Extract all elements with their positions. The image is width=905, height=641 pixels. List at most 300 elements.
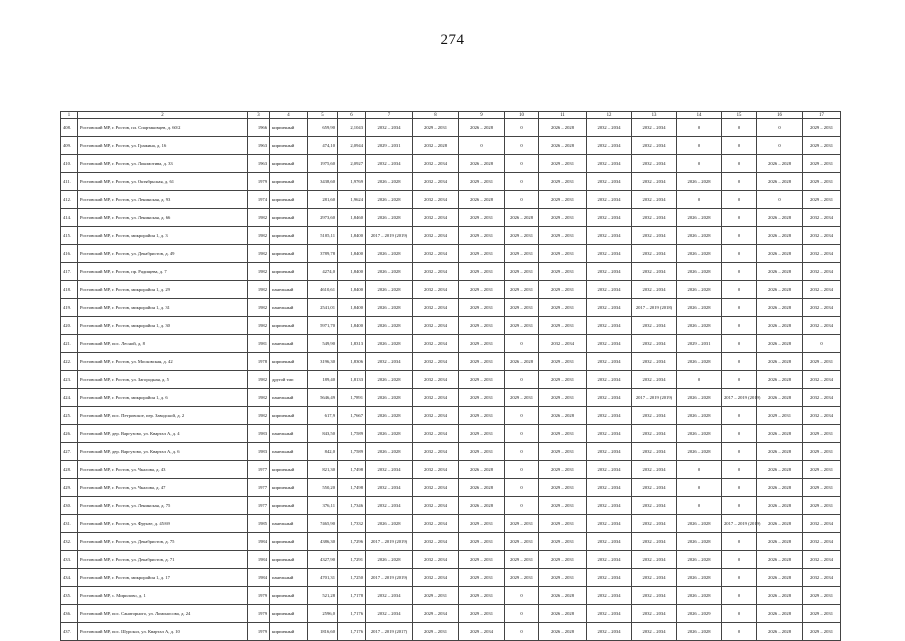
- table-cell: 0: [505, 623, 539, 641]
- table-cell: 2026 – 2028: [677, 533, 722, 551]
- table-cell: 2032 – 2034: [413, 443, 459, 461]
- table-cell: 2026 – 2028: [459, 155, 505, 173]
- column-header: 2: [78, 112, 248, 119]
- table-cell: 2026 – 2028: [366, 263, 413, 281]
- table-cell: 1,8400: [338, 245, 366, 263]
- table-cell: 2026 – 2028: [677, 209, 722, 227]
- table-cell: 1977: [248, 479, 270, 497]
- table-cell: 1974: [248, 191, 270, 209]
- table-cell: 1,8460: [338, 209, 366, 227]
- table-cell: 2029 – 2031: [505, 515, 539, 533]
- table-cell: 2017 – 2019 (2019): [366, 569, 413, 587]
- column-header: 1: [61, 112, 78, 119]
- table-cell: 2029 – 2031: [803, 353, 841, 371]
- table-cell: 2029 – 2031: [539, 263, 587, 281]
- table-cell: 4327,90: [308, 551, 338, 569]
- table-cell: 0: [722, 227, 757, 245]
- table-cell: панельный: [270, 425, 308, 443]
- table-cell: Ростовский МР, пос. Шурскол, ул. Квартал А, д. 10: [78, 623, 248, 641]
- table-cell: 2029 – 2031: [413, 587, 459, 605]
- table-cell: 2026 – 2028: [366, 389, 413, 407]
- table-cell: 1985: [248, 515, 270, 533]
- table-cell: 2032 – 2034: [587, 119, 632, 137]
- table-cell: 408.: [61, 119, 78, 137]
- table-cell: 1963: [248, 155, 270, 173]
- table-cell: 842,0: [308, 443, 338, 461]
- table-cell: Ростовский МР, г. Ростов, ул. Гражина, д. 16: [78, 137, 248, 155]
- table-cell: 431.: [61, 515, 78, 533]
- table-cell: Ростовский МР, г. Ростов, ул. Локомотива, д. 33: [78, 155, 248, 173]
- table-cell: 3438,60: [308, 173, 338, 191]
- table-cell: Ростовский МР, г. Ростов, ул. Декабристов, д. 75: [78, 533, 248, 551]
- table-cell: 2029 – 2031: [539, 353, 587, 371]
- table-cell: 2026 – 2028: [757, 389, 803, 407]
- table-cell: 2029 – 2031: [539, 209, 587, 227]
- table-cell: 0: [722, 191, 757, 209]
- table-cell: 2026 – 2028: [459, 191, 505, 209]
- table-cell: 2032 – 2034: [632, 425, 677, 443]
- table-cell: 2032 – 2034: [803, 407, 841, 425]
- table-cell: 2026 – 2028: [366, 515, 413, 533]
- table-cell: 821,30: [308, 461, 338, 479]
- table-cell: 2032 – 2034: [413, 533, 459, 551]
- table-cell: 2032 – 2034: [413, 461, 459, 479]
- column-header: 3: [248, 112, 270, 119]
- table-cell: 0: [722, 317, 757, 335]
- table-cell: 0: [505, 479, 539, 497]
- table-cell: 2029 – 2031: [459, 515, 505, 533]
- table-cell: 2032 – 2034: [587, 623, 632, 641]
- table-cell: 2032 – 2034: [803, 371, 841, 389]
- table-cell: 2032 – 2034: [632, 173, 677, 191]
- table-cell: 2032 – 2034: [587, 137, 632, 155]
- table-cell: 1984: [248, 551, 270, 569]
- table-cell: 1,7346: [338, 497, 366, 515]
- column-header: 13: [632, 112, 677, 119]
- table-cell: панельный: [270, 335, 308, 353]
- table-cell: 2026 – 2028: [757, 317, 803, 335]
- table-cell: 1983: [248, 443, 270, 461]
- table-cell: 417.: [61, 263, 78, 281]
- table-cell: 2029 – 2031: [459, 533, 505, 551]
- table-cell: 1982: [248, 281, 270, 299]
- table-cell: 2029 – 2031: [539, 479, 587, 497]
- table-cell: 433.: [61, 551, 78, 569]
- table-cell: 2026 – 2028: [677, 281, 722, 299]
- table-cell: 2,0944: [338, 137, 366, 155]
- table-cell: 2032 – 2034: [413, 371, 459, 389]
- table-cell: 0: [722, 281, 757, 299]
- table-cell: 1,7250: [338, 569, 366, 587]
- table-cell: 1,7296: [338, 533, 366, 551]
- table-cell: кирпичный: [270, 209, 308, 227]
- table-cell: 2032 – 2034: [366, 497, 413, 515]
- table-cell: Ростовский МР, г. Ростов, ул. Московская, д. 42: [78, 353, 248, 371]
- table-cell: 0: [505, 605, 539, 623]
- table-cell: 416.: [61, 245, 78, 263]
- table-cell: 2026 – 2028: [459, 497, 505, 515]
- table-cell: 2032 – 2034: [413, 281, 459, 299]
- table-row: [61, 353, 841, 371]
- table-cell: 2026 – 2028: [677, 569, 722, 587]
- table-cell: 2032 – 2034: [803, 551, 841, 569]
- table-cell: 2026 – 2028: [677, 389, 722, 407]
- table-cell: 2029 – 2031: [459, 443, 505, 461]
- table-cell: 2032 – 2034: [632, 281, 677, 299]
- table-cell: 412.: [61, 191, 78, 209]
- table-cell: 2029 – 2031: [366, 137, 413, 155]
- table-cell: 7465,90: [308, 515, 338, 533]
- table-cell: 2026 – 2028: [539, 137, 587, 155]
- table-cell: Ростовский МР, г. Ростов, микрорайон 1, д. 6: [78, 389, 248, 407]
- table-cell: кирпичный: [270, 263, 308, 281]
- table-cell: 426.: [61, 425, 78, 443]
- table-cell: 0: [722, 119, 757, 137]
- table-cell: 2026 – 2028: [366, 245, 413, 263]
- table-cell: 2029 – 2031: [539, 191, 587, 209]
- table-cell: 2032 – 2034: [803, 209, 841, 227]
- table-cell: 2026 – 2028: [677, 515, 722, 533]
- table-cell: 4274,0: [308, 263, 338, 281]
- table-cell: 2032 – 2034: [587, 407, 632, 425]
- table-cell: Ростовский МР, г. Ростов, микрорайон 1, д. 3: [78, 227, 248, 245]
- table-cell: 1816,60: [308, 623, 338, 641]
- table-cell: 2032 – 2034: [632, 335, 677, 353]
- table-cell: 0: [722, 425, 757, 443]
- table-cell: 2017 – 2019 (2019): [366, 227, 413, 245]
- table-row: [61, 515, 841, 533]
- table-cell: 2026 – 2028: [757, 461, 803, 479]
- table-cell: 421.: [61, 335, 78, 353]
- table-cell: 2032 – 2034: [632, 263, 677, 281]
- table-cell: 2026 – 2028: [757, 623, 803, 641]
- table-cell: 2029 – 2031: [459, 245, 505, 263]
- table-cell: 2032 – 2034: [587, 281, 632, 299]
- table-cell: 0: [722, 173, 757, 191]
- table-cell: 2026 – 2028: [677, 245, 722, 263]
- table-cell: 2032 – 2034: [413, 227, 459, 245]
- table-cell: Ростовский МР, г. Ростов, ул. Ленинская, д. 93: [78, 191, 248, 209]
- table-cell: 2026 – 2028: [677, 407, 722, 425]
- table-cell: 659,90: [308, 119, 338, 137]
- table-cell: 2029 – 2031: [459, 335, 505, 353]
- table-cell: 2029 – 2031: [459, 317, 505, 335]
- table-cell: кирпичный: [270, 353, 308, 371]
- table-cell: Ростовский МР, г. Ростов, микрорайон 1, д. 30: [78, 317, 248, 335]
- table-row: [61, 587, 841, 605]
- table-row: [61, 479, 841, 497]
- table-cell: 0: [722, 155, 757, 173]
- table-cell: 2026 – 2028: [677, 443, 722, 461]
- table-cell: 2029 – 2031: [803, 497, 841, 515]
- table-cell: 1,7589: [338, 443, 366, 461]
- table-cell: 2032 – 2034: [632, 515, 677, 533]
- table-cell: 2032 – 2034: [413, 497, 459, 515]
- table-cell: 1,8400: [338, 299, 366, 317]
- table-cell: 2032 – 2034: [587, 209, 632, 227]
- table-cell: 2032 – 2034: [803, 533, 841, 551]
- table-cell: 2029 – 2031: [539, 533, 587, 551]
- table-cell: 437.: [61, 623, 78, 641]
- table-cell: 432.: [61, 533, 78, 551]
- table-cell: 0: [722, 335, 757, 353]
- table-cell: 2026 – 2028: [459, 119, 505, 137]
- table-cell: 2029 – 2031: [459, 209, 505, 227]
- table-cell: 2029 – 2031: [505, 533, 539, 551]
- table-cell: 376,11: [308, 497, 338, 515]
- table-cell: кирпичный: [270, 497, 308, 515]
- table-cell: 2029 – 2034: [459, 623, 505, 641]
- table-cell: панельный: [270, 389, 308, 407]
- table-cell: 0: [722, 263, 757, 281]
- table-row: [61, 497, 841, 515]
- table-cell: 420.: [61, 317, 78, 335]
- table-cell: 2032 – 2034: [632, 587, 677, 605]
- table-cell: 0: [505, 371, 539, 389]
- table-cell: кирпичный: [270, 137, 308, 155]
- table-cell: 2032 – 2034: [413, 551, 459, 569]
- table-row: [61, 551, 841, 569]
- table-cell: 2032 – 2034: [632, 479, 677, 497]
- table-cell: 1982: [248, 317, 270, 335]
- table-cell: 2026 – 2028: [505, 209, 539, 227]
- table-cell: 2032 – 2034: [413, 515, 459, 533]
- table-cell: 1982: [248, 407, 270, 425]
- table-cell: 2032 – 2034: [413, 389, 459, 407]
- table-cell: Ростовский МР, г. Ростов, ул. Декабристов, д. 71: [78, 551, 248, 569]
- table-cell: 0: [757, 191, 803, 209]
- table-cell: 415.: [61, 227, 78, 245]
- table-row: [61, 191, 841, 209]
- table-cell: 2032 – 2034: [632, 533, 677, 551]
- table-cell: Ростовский МР, дер. Варгузово, ул. Квартал А, д. 4: [78, 425, 248, 443]
- table-cell: 2032 – 2034: [587, 245, 632, 263]
- table-cell: 2032 – 2028: [413, 137, 459, 155]
- table-cell: 0: [722, 497, 757, 515]
- table-row: [61, 119, 841, 137]
- table-cell: 2026 – 2028: [366, 425, 413, 443]
- table-cell: 0: [722, 461, 757, 479]
- table-cell: 2032 – 2034: [413, 317, 459, 335]
- table-cell: 2032 – 2034: [632, 317, 677, 335]
- table-cell: 1977: [248, 497, 270, 515]
- table-cell: 2032 – 2034: [413, 299, 459, 317]
- table-cell: 1,9769: [338, 173, 366, 191]
- table-cell: Ростовский МР, г. Ростов, ул. Чкалова, д. 47: [78, 479, 248, 497]
- table-cell: 2029 – 2031: [459, 263, 505, 281]
- table-cell: 2029 – 2031: [505, 569, 539, 587]
- table-cell: 5971,70: [308, 317, 338, 335]
- table-cell: кирпичный: [270, 533, 308, 551]
- table-cell: 2029 – 2031: [539, 281, 587, 299]
- column-header: 15: [722, 112, 757, 119]
- table-cell: 2032 – 2034: [803, 515, 841, 533]
- table-cell: Ростовский МР, г. Ростов, ул. Фрунзе, д. 45/69: [78, 515, 248, 533]
- table-cell: 2029 – 2031: [803, 443, 841, 461]
- table-cell: 2029 – 2031: [539, 173, 587, 191]
- table-row: [61, 533, 841, 551]
- table-cell: 2032 – 2034: [632, 371, 677, 389]
- table-row: [61, 623, 841, 641]
- table-cell: 414.: [61, 209, 78, 227]
- table-row: [61, 569, 841, 587]
- table-cell: 2029 – 2031: [459, 227, 505, 245]
- table-cell: Ростовский МР, г. Ростов, пр. Радищева, д. 7: [78, 263, 248, 281]
- table-cell: 1,7291: [338, 551, 366, 569]
- table-cell: 2032 – 2034: [803, 317, 841, 335]
- table-cell: 2026 – 2028: [539, 407, 587, 425]
- table-cell: 2973,60: [308, 209, 338, 227]
- table-cell: 2032 – 2034: [803, 299, 841, 317]
- column-header: 17: [803, 112, 841, 119]
- table-cell: 0: [505, 155, 539, 173]
- column-header: 5: [308, 112, 338, 119]
- table-cell: 2029 – 2031: [459, 353, 505, 371]
- table-cell: 2026 – 2028: [757, 443, 803, 461]
- table-cell: 2029 – 2031: [505, 389, 539, 407]
- table-cell: Ростовский МР, пос. Лесной, д. 8: [78, 335, 248, 353]
- table-cell: 2017 – 2019 (2017): [366, 623, 413, 641]
- table-cell: 0: [722, 299, 757, 317]
- column-header: 8: [413, 112, 459, 119]
- table-cell: 2032 – 2034: [413, 353, 459, 371]
- table-cell: панельный: [270, 515, 308, 533]
- table-cell: 2032 – 2034: [413, 569, 459, 587]
- table-row: [61, 281, 841, 299]
- table-cell: 0: [757, 119, 803, 137]
- table-cell: 2029 – 2031: [505, 551, 539, 569]
- table-cell: 2029 – 2031: [505, 281, 539, 299]
- table-row: [61, 371, 841, 389]
- table-cell: 1,8400: [338, 281, 366, 299]
- table-cell: 2026 – 2028: [366, 209, 413, 227]
- page-number: 274: [440, 32, 465, 48]
- column-header: 14: [677, 112, 722, 119]
- table-row: [61, 461, 841, 479]
- table-cell: 2017 – 2019 (2018): [632, 299, 677, 317]
- table-cell: кирпичный: [270, 605, 308, 623]
- table-cell: 2032 – 2034: [632, 119, 677, 137]
- table-cell: 474,10: [308, 137, 338, 155]
- table-cell: панельный: [270, 569, 308, 587]
- table-cell: 2032 – 2034: [539, 335, 587, 353]
- table-cell: 2026 – 2028: [366, 191, 413, 209]
- table-cell: 1984: [248, 533, 270, 551]
- table-cell: 2026 – 2028: [757, 299, 803, 317]
- table-cell: кирпичный: [270, 479, 308, 497]
- table-cell: 1,7332: [338, 515, 366, 533]
- table-cell: 1982: [248, 389, 270, 407]
- table-cell: 2026 – 2028: [366, 299, 413, 317]
- table-cell: 2032 – 2034: [587, 497, 632, 515]
- table-cell: 2017 – 2019 (2019): [722, 389, 757, 407]
- column-header: 4: [270, 112, 308, 119]
- table-cell: 0: [677, 479, 722, 497]
- table-cell: 435.: [61, 587, 78, 605]
- table-cell: 2029 – 2031: [539, 317, 587, 335]
- table-cell: 2032 – 2034: [632, 245, 677, 263]
- table-cell: 429.: [61, 479, 78, 497]
- table-cell: 0: [677, 191, 722, 209]
- table-cell: 2032 – 2034: [413, 173, 459, 191]
- table-cell: 549,90: [308, 335, 338, 353]
- table-row: [61, 443, 841, 461]
- table-cell: 2029 – 2031: [803, 461, 841, 479]
- table-row: [61, 173, 841, 191]
- table-cell: 2032 – 2034: [632, 353, 677, 371]
- table-cell: 2032 – 2034: [587, 479, 632, 497]
- table-cell: 2026 – 2029: [677, 605, 722, 623]
- column-header: 7: [366, 112, 413, 119]
- table-cell: кирпичный: [270, 317, 308, 335]
- table-cell: кирпичный: [270, 227, 308, 245]
- table-cell: 1979: [248, 605, 270, 623]
- table-cell: 2032 – 2034: [803, 227, 841, 245]
- table-cell: 1,7589: [338, 425, 366, 443]
- table-cell: 2032 – 2034: [803, 389, 841, 407]
- table-cell: 2029 – 2031: [539, 389, 587, 407]
- table-cell: 0: [505, 497, 539, 515]
- table-row: [61, 425, 841, 443]
- table-cell: 2029 – 2031: [757, 407, 803, 425]
- table-cell: другой тип: [270, 371, 308, 389]
- table-cell: 1983: [248, 425, 270, 443]
- table-cell: 2026 – 2028: [366, 407, 413, 425]
- table-cell: 0: [505, 137, 539, 155]
- table-cell: 2017 – 2019 (2019): [632, 389, 677, 407]
- table-cell: 2032 – 2034: [632, 191, 677, 209]
- table-row: [61, 209, 841, 227]
- table-cell: 1982: [248, 209, 270, 227]
- table-cell: 2032 – 2034: [632, 623, 677, 641]
- table-cell: 427.: [61, 443, 78, 461]
- table-cell: 2,1043: [338, 119, 366, 137]
- table-cell: 0: [722, 587, 757, 605]
- table-cell: 0: [722, 245, 757, 263]
- table-cell: 2026 – 2028: [757, 587, 803, 605]
- table-cell: 2029 – 2034: [413, 605, 459, 623]
- table-cell: 2026 – 2028: [757, 245, 803, 263]
- table-cell: 0: [722, 623, 757, 641]
- table-cell: 550,20: [308, 479, 338, 497]
- table-cell: 2032 – 2034: [632, 155, 677, 173]
- column-header: 12: [587, 112, 632, 119]
- table-cell: кирпичный: [270, 155, 308, 173]
- table-row: [61, 137, 841, 155]
- table-cell: 2017 – 2019 (2019): [722, 515, 757, 533]
- table-cell: 0: [722, 533, 757, 551]
- table-cell: 2032 – 2034: [587, 155, 632, 173]
- table-cell: 2032 – 2034: [413, 245, 459, 263]
- table-cell: 2029 – 2031: [539, 569, 587, 587]
- table-cell: 2026 – 2028: [757, 497, 803, 515]
- table-cell: 0: [722, 407, 757, 425]
- table-cell: Ростовский МР, г. Ростов, ул. Октябрьская, д. 61: [78, 173, 248, 191]
- table-cell: 2029 – 2031: [459, 587, 505, 605]
- table-cell: 281,60: [308, 191, 338, 209]
- table-cell: 2017 – 2019 (2019): [366, 533, 413, 551]
- table-cell: 2029 – 2031: [803, 623, 841, 641]
- column-header: 9: [459, 112, 505, 119]
- table-cell: 2029 – 2031: [459, 173, 505, 191]
- table-cell: 1,8306: [338, 353, 366, 371]
- table-cell: кирпичный: [270, 407, 308, 425]
- table-cell: 2032 – 2034: [587, 605, 632, 623]
- table-row: [61, 227, 841, 245]
- table-cell: 2026 – 2028: [459, 479, 505, 497]
- table-cell: 0: [803, 335, 841, 353]
- table-cell: 2032 – 2034: [632, 209, 677, 227]
